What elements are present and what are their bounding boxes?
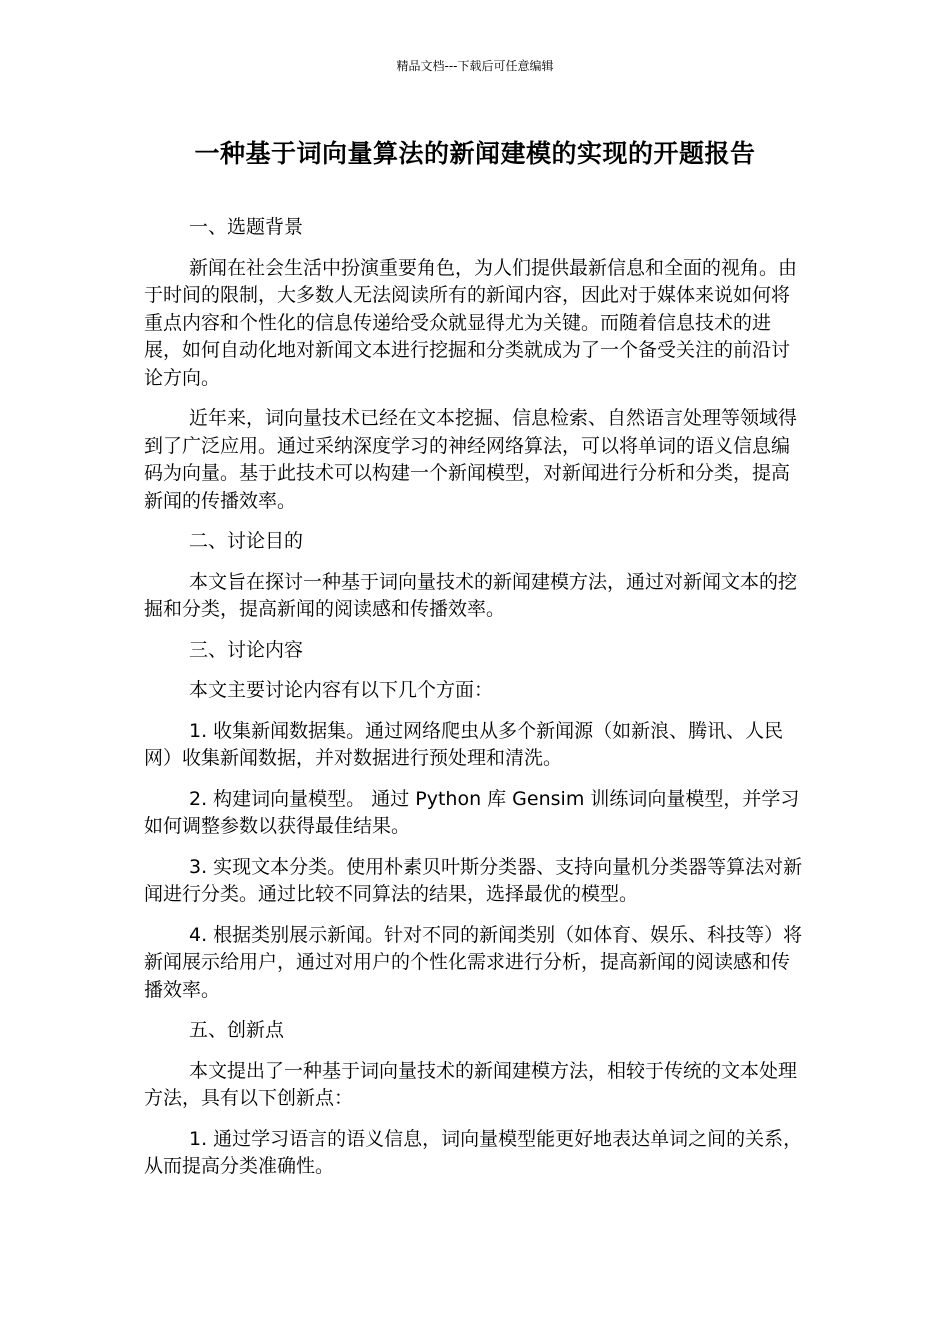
list-item: 2. 构建词向量模型。 通过 Python 库 Gensim 训练词向量模型，并学习如何调整参数以获得最佳结果。 bbox=[144, 787, 800, 837]
paragraph: 新闻在社会生活中扮演重要角色，为人们提供最新信息和全面的视角。由于时间的限制，大多数人无法阅读所有的新闻内容，因此对于媒体来说如何将重点内容和个性化的信息传递给受众就显得尤为关键。而随着信息技术的进展，如何自动化地对新闻文本进行挖掘和分类就成为了一个备受关注的前沿讨论方向。 bbox=[144, 256, 798, 389]
section-heading-content: 三、讨论内容 bbox=[189, 638, 304, 661]
paragraph: 本文提出了一种基于词向量技术的新闻建模方法，相较于传统的文本处理方法，具有以下创新点： bbox=[144, 1059, 798, 1109]
section-heading-purpose: 二、讨论目的 bbox=[189, 530, 304, 552]
list-item: 3. 实现文本分类。使用朴素贝叶斯分类器、支持向量机分类器等算法对新闻进行分类。通过比较不同算法的结果，选择最优的模型。 bbox=[144, 855, 803, 905]
paragraph: 本文主要讨论内容有以下几个方面： bbox=[189, 679, 494, 701]
document-title: 一种基于词向量算法的新闻建模的实现的开题报告 bbox=[194, 139, 756, 168]
section-heading-innovation: 五、创新点 bbox=[189, 1019, 285, 1041]
section-heading-background: 一、选题背景 bbox=[189, 216, 304, 238]
paragraph: 近年来，词向量技术已经在文本挖掘、信息检索、自然语言处理等领域得到了广泛应用。通过采纳深度学习的神经网络算法，可以将单词的语义信息编码为向量。基于此技术可以构建一个新闻模型，对新闻进行分析和分类，提高新闻的传播效率。 bbox=[144, 407, 798, 512]
page-header: 精品文档---下载后可任意编辑 bbox=[396, 59, 554, 73]
list-item: 1. 收集新闻数据集。通过网络爬虫从多个新闻源（如新浪、腾讯、人民网）收集新闻数据，并对数据进行预处理和清洗。 bbox=[144, 719, 784, 769]
list-item: 4. 根据类别展示新闻。针对不同的新闻类别（如体育、娱乐、科技等）将新闻展示给用户，通过对用户的个性化需求进行分析，提高新闻的阅读感和传播效率。 bbox=[144, 923, 803, 1001]
paragraph: 本文旨在探讨一种基于词向量技术的新闻建模方法，通过对新闻文本的挖掘和分类，提高新闻的阅读感和传播效率。 bbox=[144, 570, 798, 620]
document-body bbox=[144, 214, 804, 1194]
list-item: 1. 通过学习语言的语义信息，词向量模型能更好地表达单词之间的关系，从而提高分类准确性。 bbox=[144, 1127, 803, 1177]
